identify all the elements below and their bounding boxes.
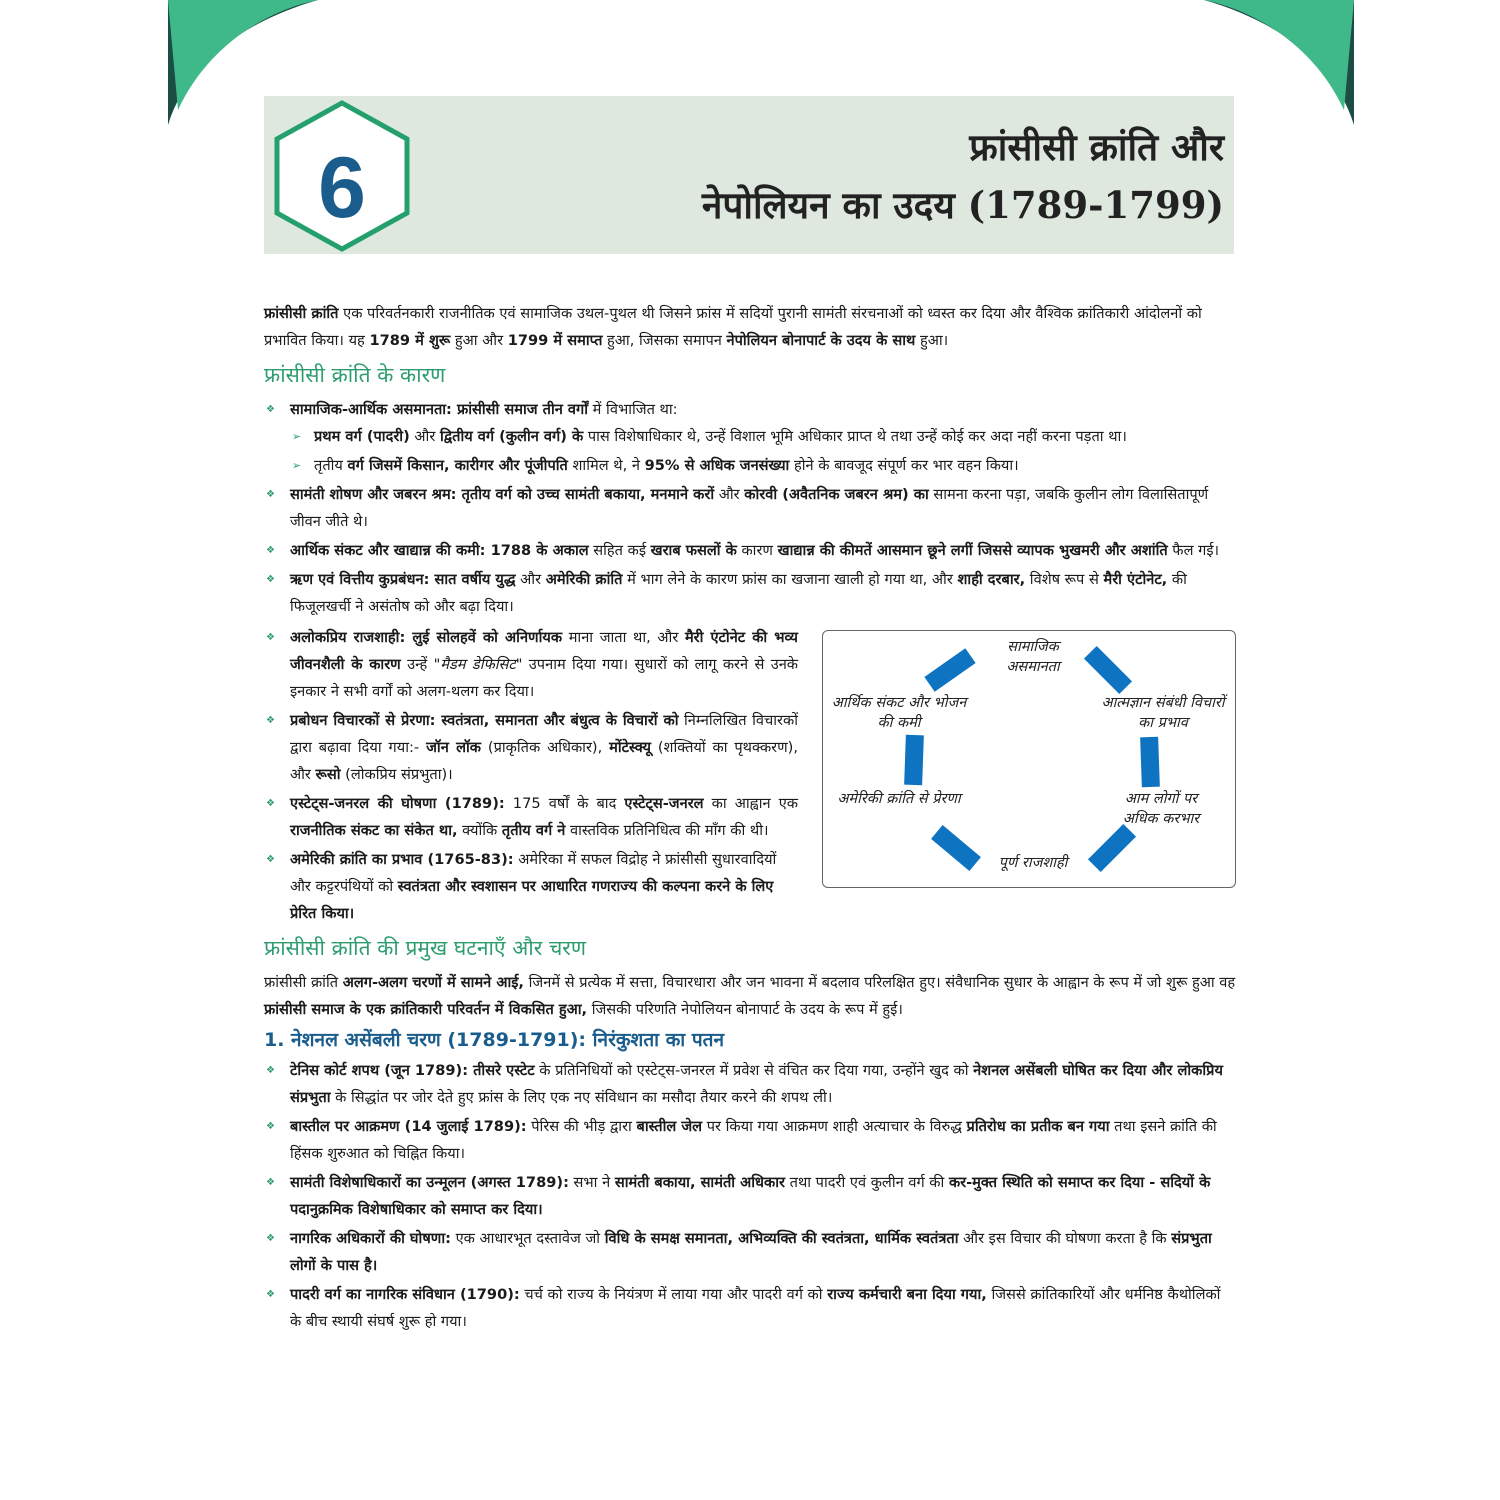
text-span: विशेष रूप से xyxy=(1025,571,1104,588)
text-span: लुई सोलहवें को अनिर्णायक xyxy=(405,629,563,646)
text-span: संप्रभुता लोगों के पास है। xyxy=(290,1230,1212,1274)
list-item xyxy=(264,1281,1236,1335)
text-span: खराब फसलों के xyxy=(650,542,737,559)
text-span: पेरिस की भीड़ द्वारा xyxy=(526,1118,637,1135)
text-span: सामंती शोषण और जबरन श्रम: xyxy=(290,486,457,503)
text-span: एक परिवर्तनकारी राजनीतिक एवं सामाजिक उथल-पुथल थी जिसने फ्रांस में सदियों पुरानी सामंती संरचनाओं को ध्वस्त कर दिया और वैश्विक क्रांतिकारी आंदोलनों को प्रभावित किया। यह xyxy=(264,305,1202,349)
diagram-label-top-left: आर्थिक संकट और भोजन की कमी xyxy=(831,695,967,731)
text-span: स्वतंत्रता और स्वशासन पर आधारित गणराज्य की कल्पना करने के लिए प्रेरित किया। xyxy=(290,878,774,922)
page-content xyxy=(264,300,1236,1339)
text-span: और इस विचार की घोषणा करता है कि xyxy=(958,1230,1172,1247)
text-span: एक आधारभूत दस्तावेज जो xyxy=(450,1230,605,1247)
chapter-number: 6 xyxy=(318,140,366,236)
text-span: 95% से अधिक जनसंख्या xyxy=(644,457,790,474)
text-span: (शक्तियों का पृथक्करण), और xyxy=(290,739,799,783)
text-span: वास्तविक प्रतिनिधित्व की माँग की थी। xyxy=(565,822,769,839)
text-span: तृतीय वर्ग को उच्च सामंती बकाया, मनमाने करों xyxy=(456,486,715,503)
sub-list-item xyxy=(290,423,1236,450)
text-span: तथा पादरी एवं कुलीन वर्ग की xyxy=(784,1174,949,1191)
text-span: जिससे क्रांतिकारियों और धर्मनिष्ठ कैथोलिकों के बीच स्थायी संघर्ष शुरू हो गया। xyxy=(290,1286,1221,1330)
text-span: बास्तील जेल xyxy=(636,1118,703,1135)
text-span: की फिजूलखर्ची ने असंतोष को और बढ़ा दिया। xyxy=(290,571,1187,615)
text-span: द्वितीय वर्ग (कुलीन वर्ग) के xyxy=(439,428,584,445)
text-span: क्योंकि xyxy=(457,822,502,839)
text-span: नागरिक अधिकारों की घोषणा: xyxy=(290,1230,451,1247)
text-span: हुआ और xyxy=(450,332,508,349)
text-span: शामिल थे, ने xyxy=(567,457,645,474)
text-span: जिनमें से प्रत्येक में सत्ता, विचारधारा और जन भावना में बदलाव परिलक्षित हुए। संवैधानिक सुधार के आह्वान के रूप में जो शुरू हुआ वह xyxy=(523,974,1236,991)
subsection-heading-national-assembly: 1. नेशनल असेंबली चरण (1789-1791): निरंकुशता का पतन xyxy=(264,1029,725,1051)
text-span: तृतीय xyxy=(314,457,348,474)
list-item xyxy=(264,624,1236,705)
section-heading-events: फ्रांसीसी क्रांति की प्रमुख घटनाएँ और चरण xyxy=(264,936,587,960)
text-span: और xyxy=(714,486,745,503)
text-span: तीसरे एस्टेट xyxy=(468,1062,535,1079)
text-span: हुआ। xyxy=(915,332,949,349)
text-span: राजनीतिक संकट का संकेत था, xyxy=(290,822,458,839)
sub-list-item xyxy=(290,452,1236,479)
text-span: एस्टेट्स-जनरल xyxy=(624,795,704,812)
text-span: फ्रांसीसी क्रांति xyxy=(264,974,343,991)
text-span: मैरी एंटोनेट की भव्य जीवनशैली के कारण xyxy=(290,629,798,673)
list-item xyxy=(264,1113,1236,1167)
chapter-title-line1: फ्रांसीसी क्रांति और xyxy=(969,125,1224,169)
text-span: खाद्यान्न की कीमतें आसमान छूने लगीं जिससे व्यापक भुखमरी और अशांति xyxy=(777,542,1168,559)
text-span: अमेरिकी क्रांति xyxy=(545,571,623,588)
text-span: सहित कई xyxy=(588,542,651,559)
text-span: तथा इसने क्रांति की हिंसक शुरुआत को चिह्नित किया। xyxy=(290,1118,1217,1162)
text-span: सामाजिक-आर्थिक असमानता: xyxy=(290,401,452,418)
text-span: उपनाम दिया गया। सुधारों को लागू करने से उनके इनकार ने सभी वर्गों को अलग-थलग कर दिया। xyxy=(290,656,798,700)
book-page xyxy=(168,0,1354,1500)
text-span: प्रबोधन विचारकों से प्रेरणा: xyxy=(290,712,436,729)
text-span: माना जाता था, और xyxy=(562,629,685,646)
text-span: एस्टेट्स-जनरल की घोषणा (1789): xyxy=(290,795,505,812)
diagram-label-right: आम लोगों पर अधिक करभार xyxy=(1122,791,1200,827)
events-list xyxy=(264,1057,1236,1335)
text-span: राज्य कर्मचारी बना दिया गया, xyxy=(827,1286,987,1303)
text-span: शाही दरबार, xyxy=(957,571,1026,588)
text-span: नेपोलियन बोनापार्ट के उदय के साथ xyxy=(726,332,916,349)
text-span: जिसकी परिणति नेपोलियन बोनापार्ट के उदय के रूप में हुई। xyxy=(587,1001,903,1018)
text-span: चर्च को राज्य के नियंत्रण में लाया गया और पादरी वर्ग को xyxy=(519,1286,828,1303)
text-span: फैल गई। xyxy=(1167,542,1220,559)
diagram-label-bottom: पूर्ण राजशाही xyxy=(998,855,1068,871)
list-item xyxy=(264,790,1236,844)
text-span: और xyxy=(515,571,546,588)
list-item xyxy=(264,566,1236,620)
list-item xyxy=(264,846,1236,927)
chapter-title-line2: नेपोलियन का उदय (1789-1799) xyxy=(701,183,1224,227)
text-span: सामंती विशेषाधिकारों का उन्मूलन (अगस्त 1789): xyxy=(290,1174,569,1191)
text-span: वर्ग जिसमें किसान, कारीगर और पूंजीपति xyxy=(347,457,568,474)
text-span: 1789 में शुरू xyxy=(369,332,451,349)
text-span: "मैडम डेफिसिट" xyxy=(433,656,523,673)
text-span: विधि के समक्ष समानता, अभिव्यक्ति की स्वतंत्रता, धार्मिक स्वतंत्रता xyxy=(604,1230,959,1247)
text-span: मैरी एंटोनेट, xyxy=(1103,571,1168,588)
text-span: हुआ, जिसका समापन xyxy=(602,332,727,349)
text-span: 1788 के अकाल xyxy=(485,542,589,559)
text-span: में विभाजित था: xyxy=(588,401,678,418)
text-span: रूसो xyxy=(315,766,341,783)
text-span: होने के बावजूद संपूर्ण कर भार वहन किया। xyxy=(789,457,1019,474)
text-span: फ्रांसीसी समाज के एक क्रांतिकारी परिवर्तन में विकसित हुआ, xyxy=(264,1001,588,1018)
text-span: सामना करना पड़ा, जबकि कुलीन लोग विलासितापूर्ण जीवन जीते थे। xyxy=(290,486,1209,530)
text-span: अमेरिकी क्रांति का प्रभाव (1765-83): xyxy=(290,851,514,868)
text-span: निम्नलिखित विचारकों द्वारा बढ़ावा दिया गया:- xyxy=(290,712,798,756)
text-span: बास्तील पर आक्रमण (14 जुलाई 1789): xyxy=(290,1118,527,1135)
events-intro-paragraph xyxy=(264,969,1236,1023)
text-span: टेनिस कोर्ट शपथ (जून 1789): xyxy=(290,1062,469,1079)
text-span: फ्रांसीसी क्रांति xyxy=(264,305,339,322)
text-span: 1799 में समाप्त xyxy=(507,332,603,349)
list-item xyxy=(264,481,1236,535)
text-span: सात वर्षीय युद्ध xyxy=(429,571,516,588)
text-span: का आह्वान एक xyxy=(703,795,799,812)
list-item xyxy=(264,396,1236,479)
section-heading-causes: फ्रांसीसी क्रांति के कारण xyxy=(264,363,446,387)
text-span: प्रथम वर्ग (पादरी) xyxy=(314,428,410,445)
list-item xyxy=(264,707,1236,788)
text-span: कारण xyxy=(736,542,778,559)
causes-list xyxy=(264,396,1236,620)
text-span: प्रतिरोध का प्रतीक बन गया xyxy=(966,1118,1110,1135)
text-span: पादरी वर्ग का नागरिक संविधान (1790): xyxy=(290,1286,520,1303)
diagram-label-top: सामाजिक असमानता xyxy=(1006,639,1060,675)
text-span: अमेरिका में सफल विद्रोह ने फ्रांसीसी सुधारवादियों और कट्टरपंथियों को xyxy=(290,851,777,895)
text-span: आर्थिक संकट और खाद्यान्न की कमी: xyxy=(290,542,486,559)
text-span: कोरवी (अवैतनिक जबरन श्रम) का xyxy=(744,486,929,503)
text-span: मोंटेस्क्यू xyxy=(609,739,651,756)
text-span: (लोकप्रिय संप्रभुता)। xyxy=(340,766,453,783)
list-item xyxy=(264,1225,1236,1279)
text-span: ऋण एवं वित्तीय कुप्रबंधन: xyxy=(290,571,430,588)
text-span: तृतीय वर्ग ने xyxy=(501,822,566,839)
text-span: के प्रतिनिधियों को एस्टेट्स-जनरल में प्रवेश से वंचित कर दिया गया, उन्होंने खुद को xyxy=(534,1062,974,1079)
text-span: (प्राकृतिक अधिकार), xyxy=(481,739,610,756)
causes-list-continued xyxy=(264,624,1236,927)
text-span: अलग-अलग चरणों में सामने आई, xyxy=(342,974,524,991)
list-item xyxy=(264,1169,1236,1223)
diagram-label-left: अमेरिकी क्रांति से प्रेरणा xyxy=(837,791,961,807)
text-span: पास विशेषाधिकार थे, उन्हें विशाल भूमि अधिकार प्राप्त थे तथा उन्हें कोई कर अदा नहीं करना पड़ता था। xyxy=(583,428,1127,445)
intro-paragraph xyxy=(264,300,1236,354)
text-span: स्वतंत्रता, समानता और बंधुत्व के विचारों को xyxy=(435,712,679,729)
text-span: जॉन लॉक xyxy=(426,739,482,756)
text-span: में भाग लेने के कारण फ्रांस का खजाना खाली हो गया था, और xyxy=(622,571,958,588)
text-span: के सिद्धांत पर जोर देते हुए फ्रांस के लिए एक नए संविधान का मसौदा तैयार करने की शपथ ली। xyxy=(330,1089,833,1106)
sub-list xyxy=(290,423,1236,479)
text-span: नेशनल असेंबली घोषित कर दिया और लोकप्रिय संप्रभुता xyxy=(290,1062,1223,1106)
list-item xyxy=(264,1057,1236,1111)
diagram-label-top-right: आत्मज्ञान संबंधी विचारों का प्रभाव xyxy=(1101,695,1225,731)
text-span: फ्रांसीसी समाज तीन वर्गों xyxy=(451,401,589,418)
text-span: अलोकप्रिय राजशाही: xyxy=(290,629,406,646)
text-span: पर किया गया आक्रमण शाही अत्याचार के विरुद्ध xyxy=(702,1118,967,1135)
text-span: कर-मुक्त स्थिति को समाप्त कर दिया - सदियों के पदानुक्रमिक विशेषाधिकार को समाप्त कर दिया। xyxy=(290,1174,1211,1218)
list-item xyxy=(264,537,1236,564)
chapter-title xyxy=(702,118,1224,234)
chapter-number-hexagon xyxy=(272,100,412,252)
text-span: उन्हें xyxy=(400,656,434,673)
text-span: 175 वर्षों के बाद xyxy=(504,795,625,812)
text-span: और xyxy=(409,428,440,445)
text-span: सामंती बकाया, सामंती अधिकार xyxy=(614,1174,785,1191)
text-span: सभा ने xyxy=(568,1174,615,1191)
